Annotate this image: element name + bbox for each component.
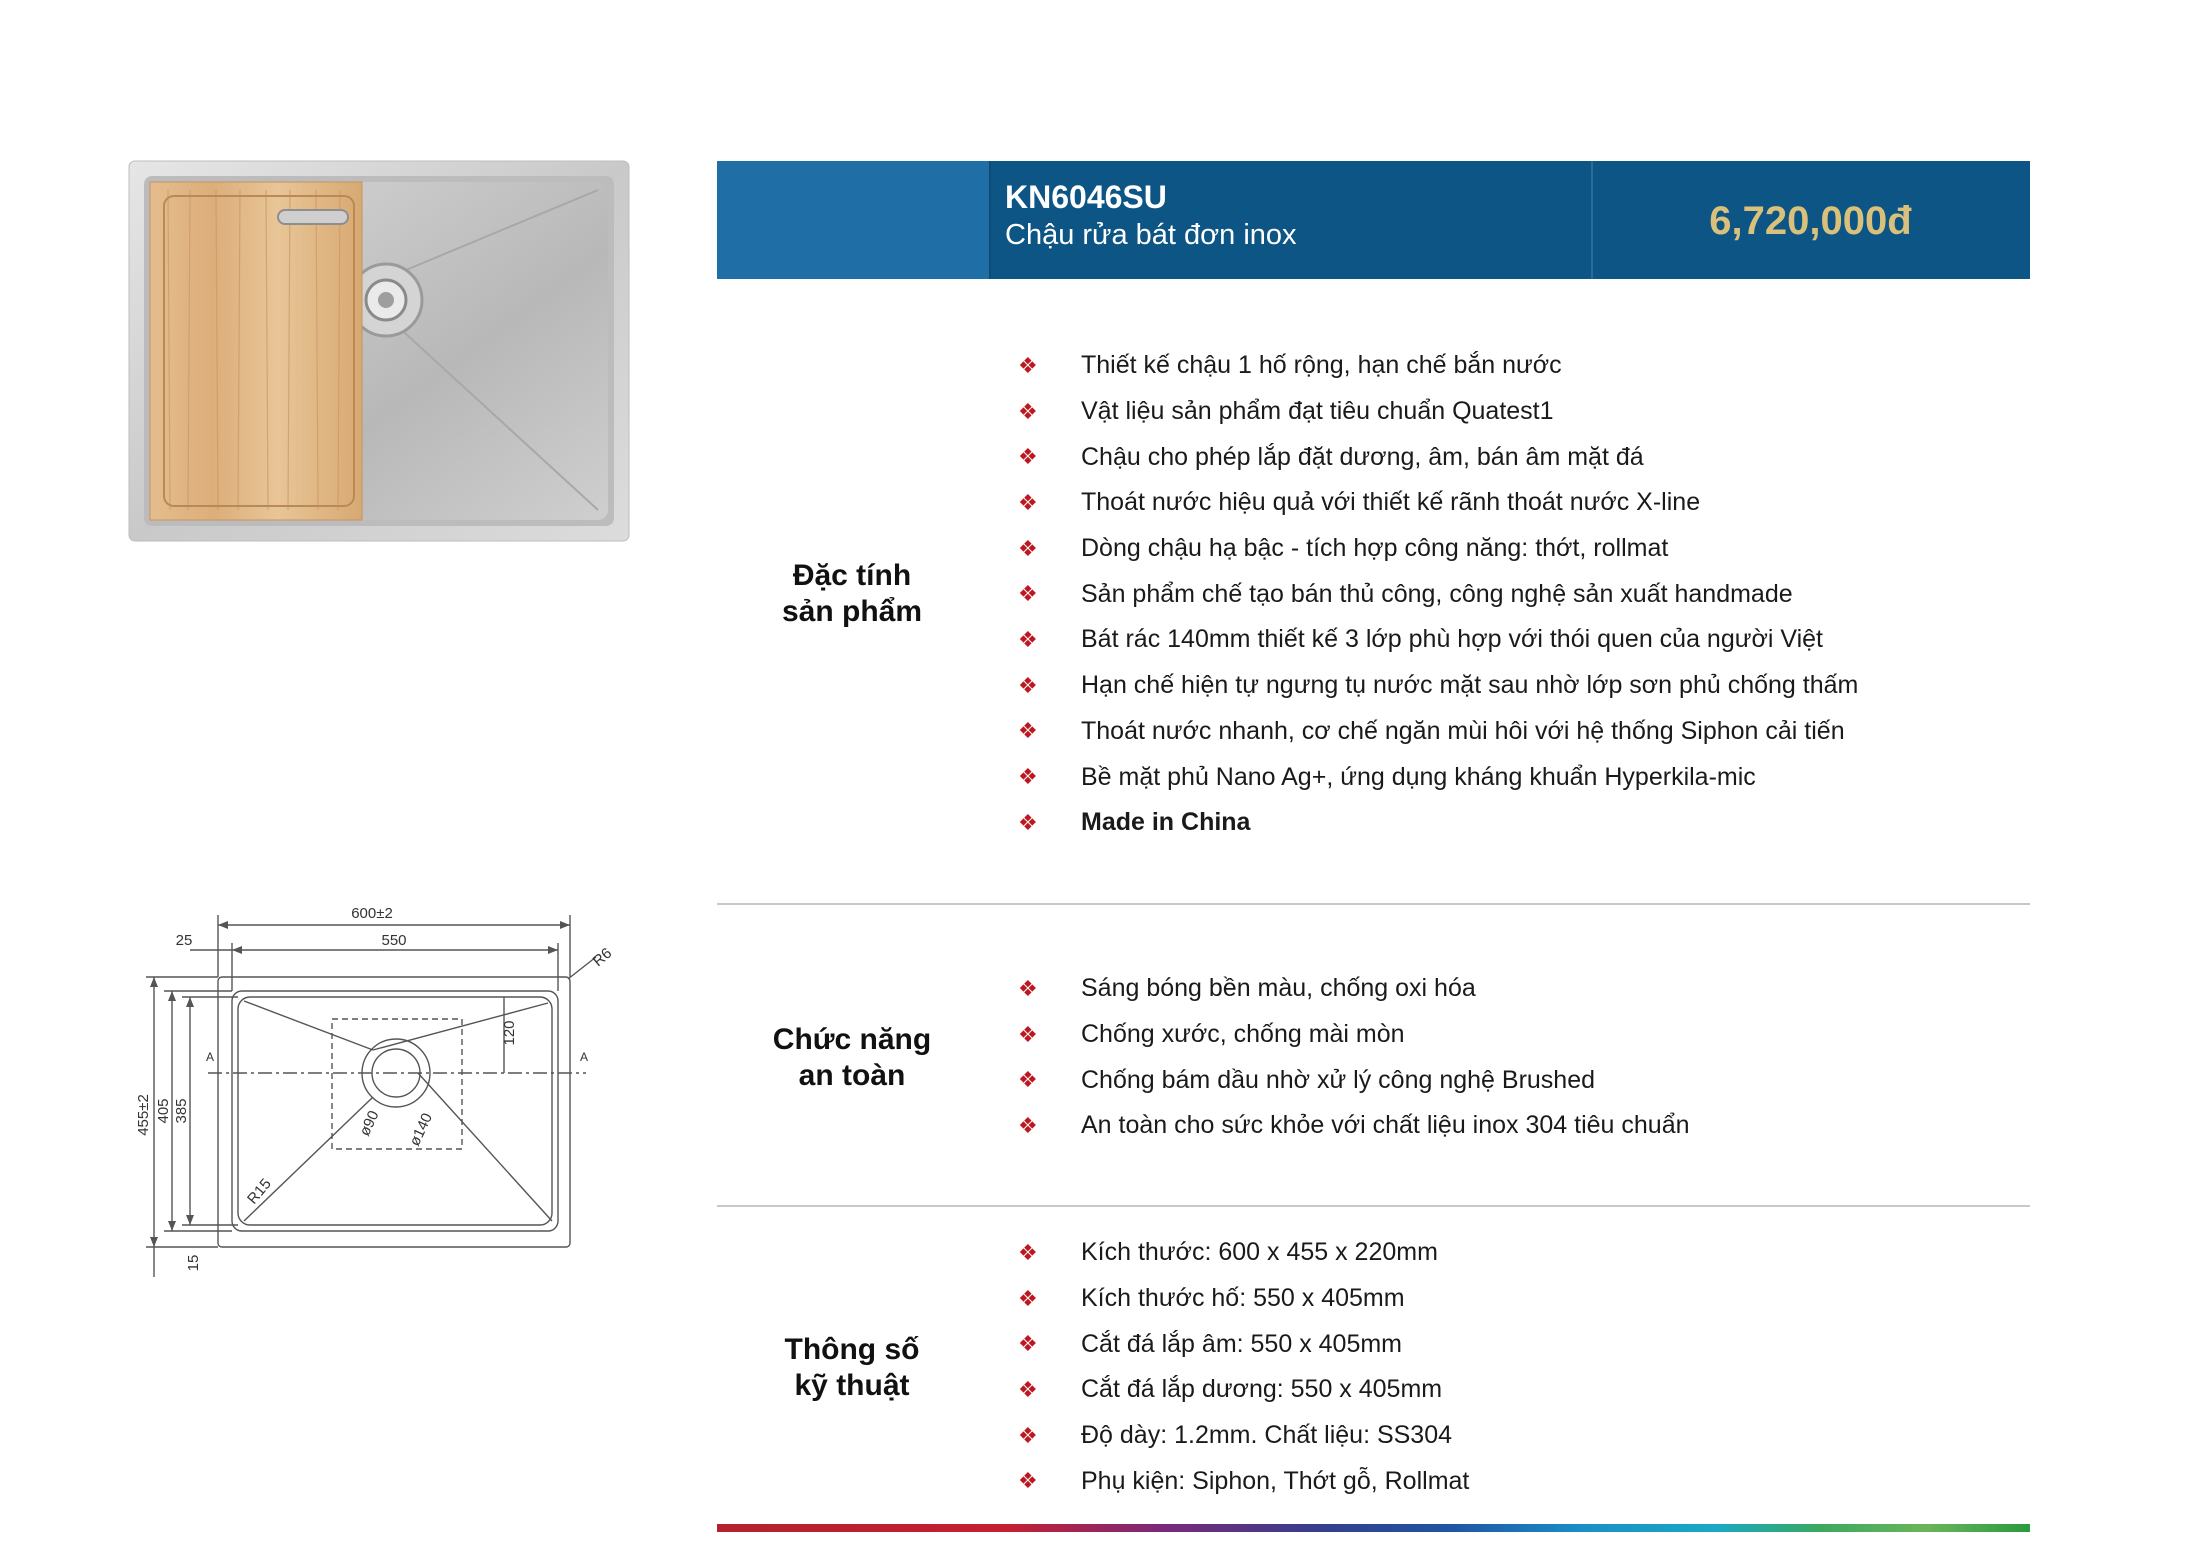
section-mark-right: A — [579, 1050, 589, 1064]
list-item-text: Vật liệu sản phẩm đạt tiêu chuẩn Quatest1 — [1081, 397, 1554, 426]
bullet-icon: ❖ — [1018, 1239, 1038, 1265]
list-item — [1018, 1458, 1469, 1504]
product-price: 6,720,000đ — [1709, 199, 1912, 243]
section-label-line: Đặc tính — [792, 559, 912, 592]
bullet-icon: ❖ — [1018, 1468, 1038, 1494]
section-label-line: kỹ thuật — [794, 1369, 910, 1402]
list-item — [1018, 1367, 1469, 1413]
list-item-text: Hạn chế hiện tự ngưng tụ nước mặt sau nhờ lớp sơn phủ chống thấm — [1081, 671, 1859, 700]
bullet-icon: ❖ — [1018, 1285, 1038, 1311]
list-item — [1018, 571, 1858, 617]
section-label-safety — [727, 1022, 977, 1094]
dim-depth-405: 405 — [155, 1098, 172, 1124]
dim-overall-depth: 455±2 — [135, 1094, 152, 1136]
bullet-icon: ❖ — [1018, 1422, 1038, 1448]
list-item-text: Sáng bóng bền màu, chống oxi hóa — [1081, 974, 1476, 1003]
list-item — [1018, 343, 1858, 389]
list-item-text: Cắt đá lắp dương: 550 x 405mm — [1081, 1375, 1443, 1404]
bullet-icon: ❖ — [1018, 718, 1038, 744]
list-item — [1018, 1057, 1690, 1103]
list-item — [1018, 480, 1858, 526]
list-item — [1018, 800, 1858, 846]
dim-overall-width: 600±2 — [351, 905, 393, 922]
bullet-icon: ❖ — [1018, 535, 1038, 561]
product-subtitle: Chậu rửa bát đơn inox — [1005, 219, 1297, 251]
dim-drain-90: ø90 — [356, 1108, 383, 1139]
bullet-icon: ❖ — [1018, 975, 1038, 1001]
list-item-text: Chống xước, chống mài mòn — [1081, 1020, 1405, 1049]
list-item — [1018, 1103, 1690, 1149]
section-label-line: Chức năng — [772, 1023, 932, 1056]
dim-120: 120 — [501, 1020, 518, 1046]
list-item-text: Kích thước: 600 x 455 x 220mm — [1081, 1238, 1438, 1267]
list-item — [1018, 617, 1858, 663]
bullet-icon: ❖ — [1018, 1067, 1038, 1093]
bullet-icon: ❖ — [1018, 352, 1038, 378]
list-item-text: Phụ kiện: Siphon, Thớt gỗ, Rollmat — [1081, 1466, 1470, 1495]
list-item — [1018, 966, 1690, 1012]
bullet-icon: ❖ — [1018, 444, 1038, 470]
list-item — [1018, 1012, 1690, 1058]
bullet-icon: ❖ — [1018, 1112, 1038, 1138]
section-label-line: an toàn — [798, 1059, 906, 1092]
dim-bottom-margin: 15 — [185, 1254, 202, 1272]
bottom-color-bar — [717, 1524, 2030, 1532]
section-label-line: sản phẩm — [781, 595, 923, 628]
product-model: KN6046SU — [1005, 179, 1167, 215]
bullet-icon: ❖ — [1018, 764, 1038, 790]
list-item-text: Thoát nước hiệu quả với thiết kế rãnh thoát nước X-line — [1081, 488, 1701, 517]
dim-bowl-width: 550 — [381, 932, 407, 949]
list-item — [1018, 663, 1858, 709]
features-list — [1018, 343, 1858, 846]
section-label-line: Thông số — [784, 1333, 920, 1366]
list-item-text: Chống bám dầu nhờ xử lý công nghệ Brushed — [1081, 1065, 1596, 1094]
list-item-text: Chậu cho phép lắp đặt dương, âm, bán âm mặt đá — [1081, 442, 1644, 471]
header-left-block — [717, 161, 989, 279]
dim-inner-radius: R15 — [244, 1175, 275, 1208]
bullet-icon: ❖ — [1018, 581, 1038, 607]
list-item — [1018, 434, 1858, 480]
bullet-icon: ❖ — [1018, 398, 1038, 424]
section-mark-left: A — [205, 1050, 215, 1064]
dim-corner-radius: R6 — [589, 944, 616, 971]
technical-drawing — [128, 905, 648, 1285]
dim-left-margin: 25 — [175, 932, 193, 949]
section-divider — [717, 903, 2030, 905]
section-label-features — [727, 558, 977, 630]
list-item — [1018, 389, 1858, 435]
list-item — [1018, 1321, 1469, 1367]
list-item-text: Bát rác 140mm thiết kế 3 lớp phù hợp với thói quen của người Việt — [1081, 625, 1823, 654]
section-divider — [717, 1205, 2030, 1207]
list-item — [1018, 526, 1858, 572]
product-photo — [128, 160, 630, 542]
list-item-text: Bề mặt phủ Nano Ag+, ứng dụng kháng khuẩn Hyperkila-mic — [1081, 762, 1756, 791]
product-header — [717, 161, 2030, 279]
section-label-specs — [727, 1332, 977, 1404]
list-item — [1018, 709, 1858, 755]
list-item-text: Độ dày: 1.2mm. Chất liệu: SS304 — [1081, 1421, 1453, 1450]
bullet-icon: ❖ — [1018, 1331, 1038, 1357]
list-item-text: Thiết kế chậu 1 hố rộng, hạn chế bắn nước — [1081, 351, 1562, 380]
specs-list — [1018, 1230, 1469, 1504]
list-item — [1018, 754, 1858, 800]
list-item-text: Made in China — [1081, 808, 1251, 837]
list-item-text: Kích thước hố: 550 x 405mm — [1081, 1284, 1405, 1313]
dim-depth-385: 385 — [173, 1098, 190, 1124]
list-item-text: Thoát nước nhanh, cơ chế ngăn mùi hôi với hệ thống Siphon cải tiến — [1081, 716, 1845, 745]
bullet-icon: ❖ — [1018, 626, 1038, 652]
bullet-icon: ❖ — [1018, 1021, 1038, 1047]
bullet-icon: ❖ — [1018, 1376, 1038, 1402]
list-item-text: An toàn cho sức khỏe với chất liệu inox 304 tiêu chuẩn — [1081, 1111, 1690, 1140]
dim-drain-140: ø140 — [406, 1110, 437, 1149]
list-item — [1018, 1276, 1469, 1322]
bullet-icon: ❖ — [1018, 672, 1038, 698]
list-item — [1018, 1413, 1469, 1459]
safety-list — [1018, 966, 1690, 1149]
bullet-icon: ❖ — [1018, 489, 1038, 515]
list-item — [1018, 1230, 1469, 1276]
bullet-icon: ❖ — [1018, 809, 1038, 835]
list-item-text: Cắt đá lắp âm: 550 x 405mm — [1081, 1329, 1402, 1358]
list-item-text: Dòng chậu hạ bậc - tích hợp công năng: thớt, rollmat — [1081, 534, 1669, 563]
list-item-text: Sản phẩm chế tạo bán thủ công, công nghệ sản xuất handmade — [1081, 579, 1793, 608]
